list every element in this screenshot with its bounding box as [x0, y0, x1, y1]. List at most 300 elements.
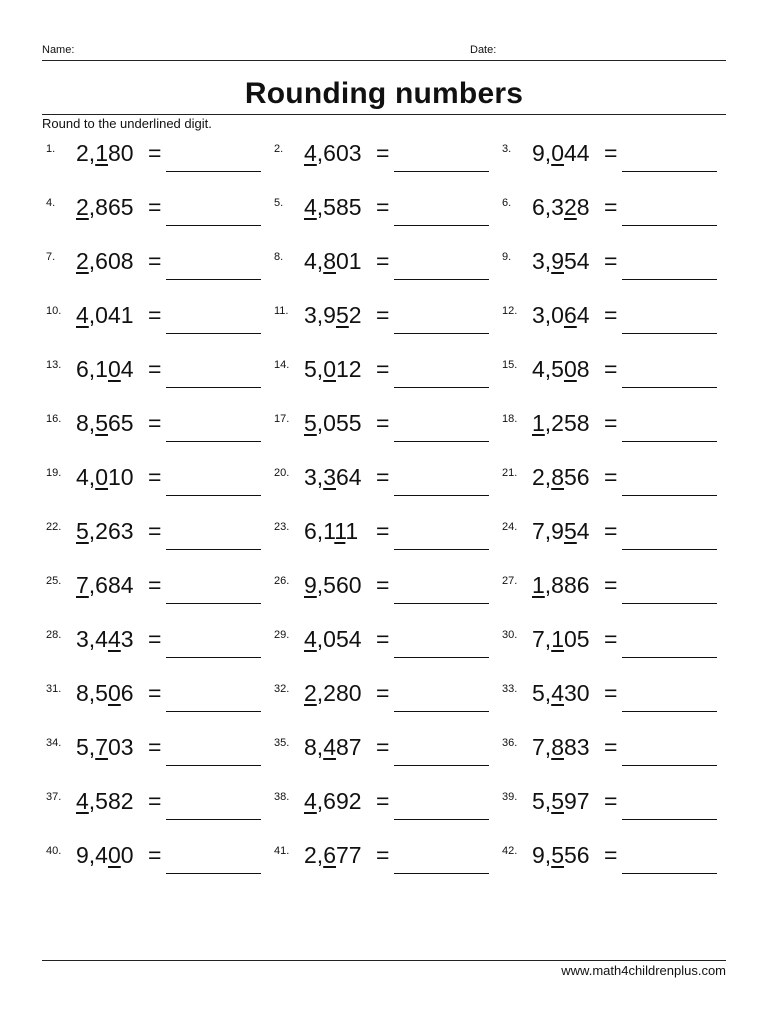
equals-sign: =	[376, 410, 390, 436]
problem-value	[76, 842, 134, 869]
underlined-digit: 5	[335, 302, 349, 328]
underlined-digit: 0	[323, 356, 336, 382]
value-prefix: 8,5	[76, 680, 108, 706]
value-suffix: 4	[576, 302, 590, 328]
value-suffix: 03	[107, 734, 134, 760]
problem-value	[76, 248, 134, 275]
underlined-digit: 4	[304, 788, 317, 814]
header-rule	[42, 60, 726, 61]
value-prefix: 4,	[76, 464, 96, 490]
underlined-digit: 1	[95, 140, 108, 166]
equals-sign: =	[376, 626, 390, 652]
value-suffix: 3	[120, 626, 134, 652]
underlined-digit: 4	[304, 626, 317, 652]
footer-rule	[42, 960, 726, 961]
equals-sign: =	[604, 680, 618, 706]
problem-value	[532, 356, 590, 383]
answer-blank[interactable]	[394, 603, 489, 604]
equals-sign: =	[376, 572, 390, 598]
problem-value	[304, 788, 362, 815]
problem-item	[270, 780, 498, 834]
problem-number: 25.	[46, 575, 62, 587]
problem-value	[76, 410, 134, 437]
underlined-digit: 8	[323, 248, 336, 274]
problem-item	[42, 618, 270, 672]
equals-sign: =	[376, 140, 390, 166]
answer-blank[interactable]	[166, 711, 261, 712]
value-suffix: ,608	[88, 248, 134, 274]
value-prefix: 6,1	[304, 518, 335, 544]
problem-value	[304, 464, 362, 491]
problem-item	[498, 510, 726, 564]
answer-blank[interactable]	[622, 873, 717, 874]
equals-sign: =	[604, 248, 618, 274]
equals-sign: =	[604, 788, 618, 814]
value-prefix: 3,	[304, 464, 324, 490]
value-suffix: 54	[563, 248, 590, 274]
value-suffix: 0	[120, 842, 134, 868]
value-suffix: ,041	[88, 302, 134, 328]
underlined-digit: 5	[551, 842, 564, 868]
value-suffix: 56	[563, 842, 590, 868]
value-suffix: 56	[563, 464, 590, 490]
underlined-digit: 4	[551, 680, 564, 706]
problem-value	[532, 626, 590, 653]
problem-number: 17.	[274, 413, 290, 425]
value-suffix: ,585	[316, 194, 362, 220]
equals-sign: =	[148, 302, 162, 328]
equals-sign: =	[604, 464, 618, 490]
problem-item	[498, 294, 726, 348]
value-prefix: 4,	[304, 248, 324, 274]
underlined-digit: 8	[551, 464, 564, 490]
problem-item	[498, 132, 726, 186]
problem-value	[76, 140, 134, 167]
equals-sign: =	[604, 302, 618, 328]
answer-blank[interactable]	[166, 225, 261, 226]
underlined-digit: 1	[334, 518, 346, 544]
problem-number: 36.	[502, 737, 518, 749]
underlined-digit: 9	[304, 572, 317, 598]
value-suffix: 83	[563, 734, 590, 760]
problem-number: 41.	[274, 845, 290, 857]
value-prefix: 3,4	[76, 626, 108, 652]
value-suffix: ,054	[316, 626, 362, 652]
value-suffix: 44	[563, 140, 590, 166]
problem-number: 32.	[274, 683, 290, 695]
problem-item	[270, 672, 498, 726]
underlined-digit: 1	[532, 410, 545, 436]
answer-blank[interactable]	[622, 819, 717, 820]
problem-item	[42, 402, 270, 456]
value-suffix: 8	[576, 194, 590, 220]
underlined-digit: 0	[107, 842, 121, 868]
underlined-digit: 0	[107, 680, 121, 706]
problem-item	[270, 726, 498, 780]
problem-item	[498, 348, 726, 402]
problem-value	[76, 518, 134, 545]
equals-sign: =	[604, 572, 618, 598]
equals-sign: =	[148, 788, 162, 814]
problem-value	[304, 518, 358, 545]
underlined-digit: 0	[95, 464, 108, 490]
equals-sign: =	[148, 626, 162, 652]
value-suffix: 64	[335, 464, 362, 490]
answer-blank[interactable]	[622, 333, 717, 334]
problem-item	[270, 294, 498, 348]
value-prefix: 5,	[76, 734, 96, 760]
problem-number: 29.	[274, 629, 290, 641]
problem-item	[42, 456, 270, 510]
equals-sign: =	[376, 788, 390, 814]
answer-blank[interactable]	[622, 279, 717, 280]
answer-blank[interactable]	[166, 657, 261, 658]
underlined-digit: 0	[551, 140, 564, 166]
answer-blank[interactable]	[394, 495, 489, 496]
footer-website: www.math4childrenplus.com	[561, 963, 726, 978]
problem-item	[42, 672, 270, 726]
answer-blank[interactable]	[166, 171, 261, 172]
equals-sign: =	[604, 194, 618, 220]
answer-blank[interactable]	[166, 873, 261, 874]
problem-number: 27.	[502, 575, 518, 587]
value-suffix: 77	[335, 842, 362, 868]
problem-item	[270, 348, 498, 402]
problem-value	[532, 302, 590, 329]
problem-value	[532, 842, 590, 869]
problem-item	[498, 780, 726, 834]
value-suffix: 30	[563, 680, 590, 706]
problem-item	[270, 186, 498, 240]
problem-item	[42, 348, 270, 402]
answer-blank[interactable]	[622, 495, 717, 496]
underlined-digit: 2	[563, 194, 577, 220]
problem-grid	[42, 132, 726, 888]
problem-item	[498, 618, 726, 672]
equals-sign: =	[148, 464, 162, 490]
problem-number: 38.	[274, 791, 290, 803]
problem-item	[42, 834, 270, 888]
value-suffix: ,582	[88, 788, 134, 814]
equals-sign: =	[376, 356, 390, 382]
problem-item	[270, 240, 498, 294]
value-suffix: 8	[576, 356, 590, 382]
problem-number: 16.	[46, 413, 62, 425]
equals-sign: =	[604, 518, 618, 544]
name-label: Name:	[42, 44, 75, 56]
answer-blank[interactable]	[394, 225, 489, 226]
equals-sign: =	[604, 734, 618, 760]
value-suffix: ,055	[316, 410, 362, 436]
underlined-digit: 0	[107, 356, 121, 382]
value-prefix: 6,3	[532, 194, 564, 220]
problem-item	[42, 186, 270, 240]
underlined-digit: 8	[551, 734, 564, 760]
equals-sign: =	[604, 140, 618, 166]
problem-number: 26.	[274, 575, 290, 587]
equals-sign: =	[148, 518, 162, 544]
equals-sign: =	[376, 518, 390, 544]
problem-number: 9.	[502, 251, 512, 263]
problem-number: 37.	[46, 791, 62, 803]
value-prefix: 5,	[304, 356, 324, 382]
problem-number: 40.	[46, 845, 62, 857]
value-suffix: 65	[107, 410, 134, 436]
value-prefix: 3,	[532, 248, 552, 274]
problem-value	[532, 140, 590, 167]
answer-blank[interactable]	[622, 171, 717, 172]
answer-blank[interactable]	[394, 711, 489, 712]
problem-item	[498, 186, 726, 240]
problem-value	[304, 194, 362, 221]
answer-blank[interactable]	[622, 225, 717, 226]
problem-value	[304, 410, 362, 437]
answer-blank[interactable]	[394, 657, 489, 658]
underlined-digit: 2	[76, 194, 89, 220]
value-suffix: ,886	[544, 572, 590, 598]
instructions: Round to the underlined digit.	[42, 116, 212, 131]
equals-sign: =	[376, 302, 390, 328]
problem-item	[498, 672, 726, 726]
equals-sign: =	[376, 464, 390, 490]
answer-blank[interactable]	[622, 657, 717, 658]
value-prefix: 3,9	[304, 302, 336, 328]
answer-blank[interactable]	[394, 387, 489, 388]
answer-blank[interactable]	[394, 765, 489, 766]
answer-blank[interactable]	[166, 495, 261, 496]
equals-sign: =	[376, 680, 390, 706]
value-suffix: ,263	[88, 518, 134, 544]
problem-number: 6.	[502, 197, 512, 209]
problem-number: 39.	[502, 791, 518, 803]
answer-blank[interactable]	[394, 819, 489, 820]
problem-number: 10.	[46, 305, 62, 317]
value-suffix: 05	[563, 626, 590, 652]
value-suffix: ,280	[316, 680, 362, 706]
problem-number: 1.	[46, 143, 56, 155]
value-suffix: ,560	[316, 572, 362, 598]
problem-value	[76, 356, 134, 383]
problem-number: 34.	[46, 737, 62, 749]
problem-number: 12.	[502, 305, 518, 317]
problem-item	[42, 780, 270, 834]
problem-item	[498, 564, 726, 618]
problem-value	[304, 140, 362, 167]
equals-sign: =	[376, 734, 390, 760]
equals-sign: =	[604, 842, 618, 868]
problem-number: 8.	[274, 251, 284, 263]
underlined-digit: 9	[551, 248, 564, 274]
value-prefix: 2,	[304, 842, 324, 868]
answer-blank[interactable]	[166, 603, 261, 604]
underlined-digit: 7	[76, 572, 89, 598]
problem-value	[304, 626, 362, 653]
answer-blank[interactable]	[166, 387, 261, 388]
problem-value	[304, 572, 362, 599]
answer-blank[interactable]	[622, 387, 717, 388]
problem-number: 18.	[502, 413, 518, 425]
problem-value	[76, 626, 134, 653]
problem-value	[532, 518, 590, 545]
underlined-digit: 2	[76, 248, 89, 274]
problem-item	[498, 726, 726, 780]
problem-number: 4.	[46, 197, 56, 209]
underlined-digit: 5	[563, 518, 577, 544]
answer-blank[interactable]	[622, 765, 717, 766]
answer-blank[interactable]	[166, 441, 261, 442]
value-prefix: 9,	[532, 842, 552, 868]
problem-number: 31.	[46, 683, 62, 695]
problem-number: 24.	[502, 521, 518, 533]
underlined-digit: 4	[107, 626, 121, 652]
value-prefix: 2,	[532, 464, 552, 490]
value-suffix: 12	[335, 356, 362, 382]
answer-blank[interactable]	[166, 279, 261, 280]
problem-value	[532, 788, 590, 815]
problem-number: 7.	[46, 251, 56, 263]
answer-blank[interactable]	[166, 765, 261, 766]
problem-item	[42, 132, 270, 186]
problem-value	[532, 464, 590, 491]
problem-value	[532, 680, 590, 707]
value-suffix: 80	[107, 140, 134, 166]
problem-number: 3.	[502, 143, 512, 155]
problem-number: 21.	[502, 467, 518, 479]
problem-item	[498, 456, 726, 510]
problem-number: 35.	[274, 737, 290, 749]
problem-number: 33.	[502, 683, 518, 695]
problem-value	[532, 734, 590, 761]
problem-number: 13.	[46, 359, 62, 371]
problem-number: 14.	[274, 359, 290, 371]
value-suffix: ,258	[544, 410, 590, 436]
answer-blank[interactable]	[394, 279, 489, 280]
equals-sign: =	[148, 410, 162, 436]
underlined-digit: 4	[304, 194, 317, 220]
underlined-digit: 6	[563, 302, 577, 328]
problem-number: 28.	[46, 629, 62, 641]
equals-sign: =	[148, 842, 162, 868]
problem-value	[76, 464, 134, 491]
problem-number: 2.	[274, 143, 284, 155]
value-suffix: 97	[563, 788, 590, 814]
problem-value	[304, 842, 362, 869]
problem-value	[76, 680, 134, 707]
answer-blank[interactable]	[394, 549, 489, 550]
answer-blank[interactable]	[622, 441, 717, 442]
value-prefix: 3,0	[532, 302, 564, 328]
equals-sign: =	[148, 572, 162, 598]
value-prefix: 9,	[532, 140, 552, 166]
underlined-digit: 1	[551, 626, 564, 652]
value-suffix: 1	[345, 518, 359, 544]
problem-value	[304, 248, 362, 275]
value-prefix: 7,	[532, 626, 552, 652]
problem-number: 20.	[274, 467, 290, 479]
problem-value	[304, 734, 362, 761]
answer-blank[interactable]	[166, 819, 261, 820]
answer-blank[interactable]	[622, 603, 717, 604]
problem-item	[42, 726, 270, 780]
value-suffix: 4	[120, 356, 134, 382]
value-prefix: 8,	[76, 410, 96, 436]
value-suffix: 10	[107, 464, 134, 490]
problem-value	[76, 572, 134, 599]
problem-item	[498, 240, 726, 294]
underlined-digit: 3	[323, 464, 336, 490]
problem-number: 15.	[502, 359, 518, 371]
answer-blank[interactable]	[394, 441, 489, 442]
value-suffix: 2	[348, 302, 362, 328]
problem-number: 5.	[274, 197, 284, 209]
problem-item	[270, 834, 498, 888]
answer-blank[interactable]	[622, 711, 717, 712]
problem-value	[532, 248, 590, 275]
answer-blank[interactable]	[166, 333, 261, 334]
problem-value	[76, 302, 134, 329]
underlined-digit: 4	[76, 788, 89, 814]
answer-blank[interactable]	[166, 549, 261, 550]
equals-sign: =	[148, 248, 162, 274]
answer-blank[interactable]	[622, 549, 717, 550]
page-title: Rounding numbers	[244, 77, 524, 110]
problem-item	[270, 564, 498, 618]
answer-blank[interactable]	[394, 873, 489, 874]
underlined-digit: 4	[323, 734, 336, 760]
value-prefix: 8,	[304, 734, 324, 760]
problem-item	[270, 456, 498, 510]
problem-item	[42, 240, 270, 294]
equals-sign: =	[604, 356, 618, 382]
value-suffix: 6	[120, 680, 134, 706]
problem-value	[76, 734, 134, 761]
answer-blank[interactable]	[394, 333, 489, 334]
value-prefix: 5,	[532, 680, 552, 706]
value-prefix: 9,4	[76, 842, 108, 868]
date-label: Date:	[470, 44, 497, 56]
answer-blank[interactable]	[394, 171, 489, 172]
problem-number: 11.	[274, 305, 289, 317]
equals-sign: =	[376, 194, 390, 220]
problem-item	[270, 402, 498, 456]
equals-sign: =	[376, 842, 390, 868]
problem-item	[42, 510, 270, 564]
problem-item	[270, 510, 498, 564]
problem-number: 22.	[46, 521, 62, 533]
problem-number: 42.	[502, 845, 518, 857]
underlined-digit: 5	[304, 410, 317, 436]
problem-item	[270, 618, 498, 672]
title-rule	[42, 114, 726, 115]
problem-item	[42, 564, 270, 618]
problem-value	[532, 194, 590, 221]
problem-number: 19.	[46, 467, 62, 479]
value-suffix: ,684	[88, 572, 134, 598]
value-suffix: ,692	[316, 788, 362, 814]
problem-value	[76, 788, 134, 815]
value-suffix: ,603	[316, 140, 362, 166]
value-suffix: 87	[335, 734, 362, 760]
equals-sign: =	[604, 626, 618, 652]
problem-number: 30.	[502, 629, 518, 641]
problem-item	[270, 132, 498, 186]
underlined-digit: 4	[76, 302, 89, 328]
equals-sign: =	[604, 410, 618, 436]
value-prefix: 2,	[76, 140, 96, 166]
underlined-digit: 5	[76, 518, 89, 544]
value-suffix: ,865	[88, 194, 134, 220]
value-suffix: 01	[335, 248, 362, 274]
